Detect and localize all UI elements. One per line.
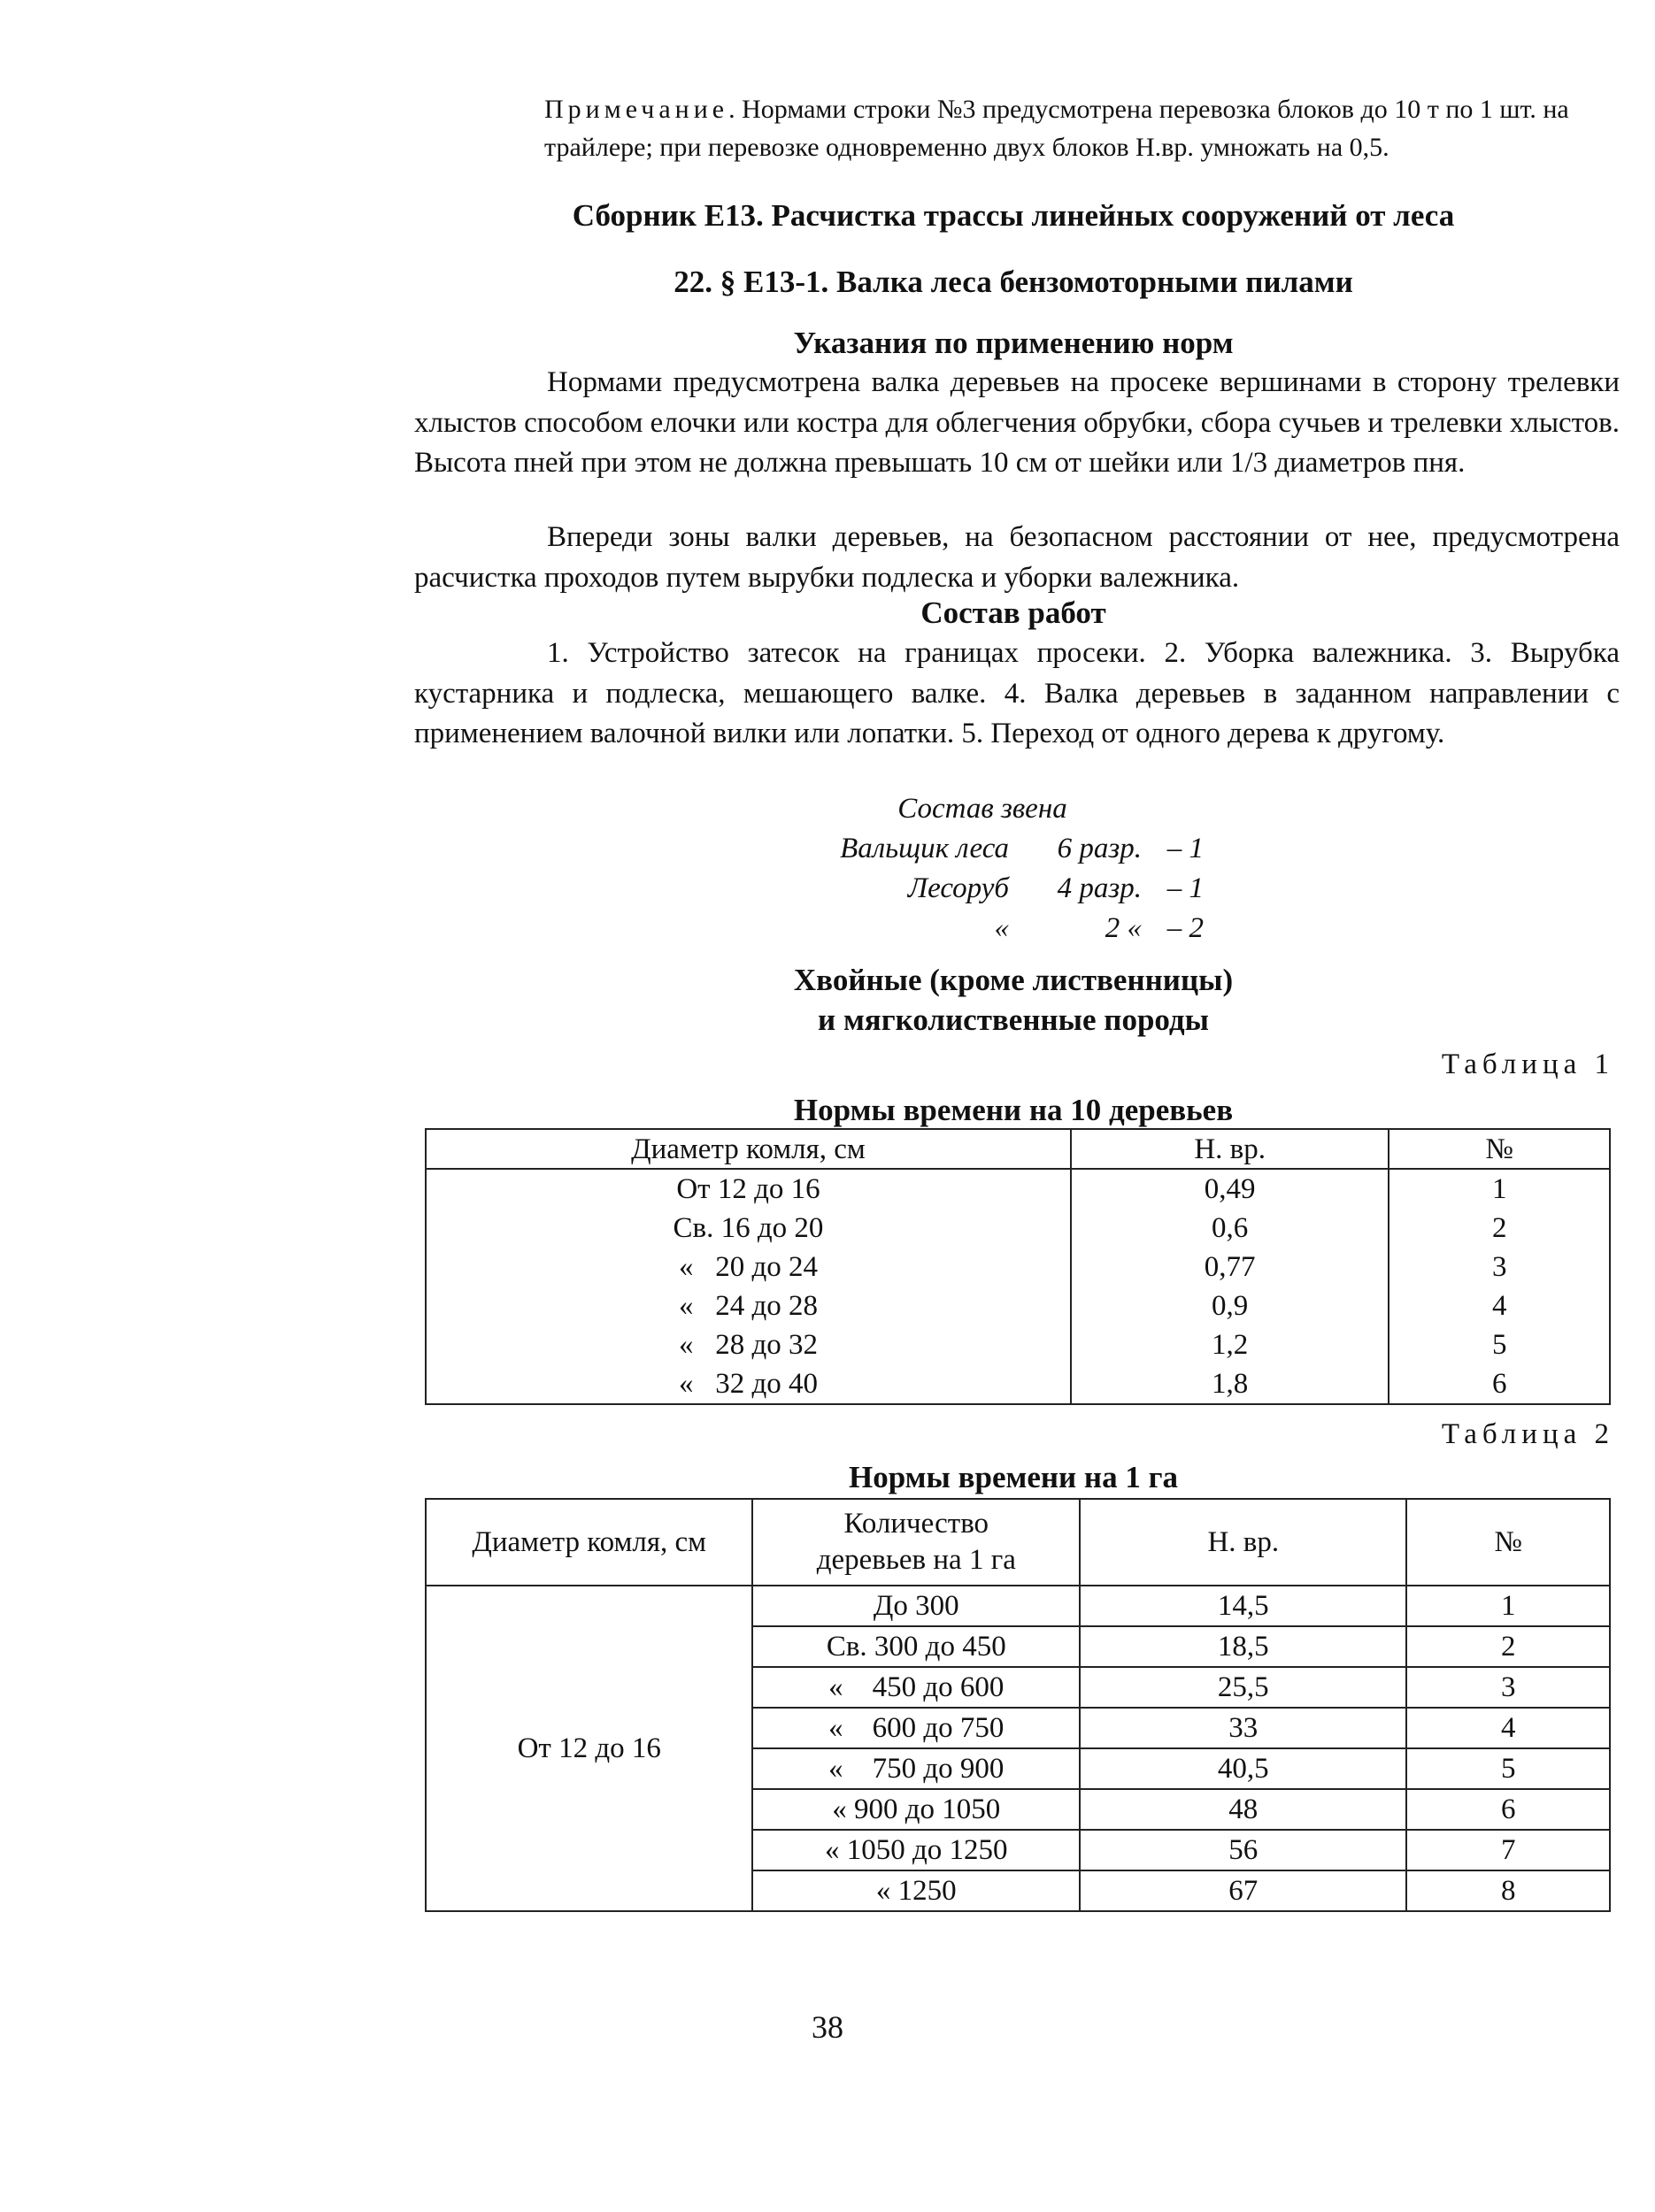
crew-grade: 6 разр. xyxy=(1057,833,1142,864)
norm-cell: 0,49 xyxy=(1071,1169,1389,1209)
crew-composition xyxy=(797,789,1345,949)
crew-count: – 2 xyxy=(1166,912,1204,944)
note xyxy=(544,90,1615,166)
diameter-cell: « 28 до 32 xyxy=(426,1325,1071,1364)
collection-title: Сборник Е13. Расчистка трассы линейных сооружений от леса xyxy=(572,198,1455,233)
quantity-cell: « 1250 xyxy=(752,1870,1080,1911)
crew-name: Лесоруб xyxy=(907,872,1009,904)
crew-row xyxy=(797,829,1345,869)
paragraph-3 xyxy=(414,634,1620,755)
norm-cell: 56 xyxy=(1080,1830,1406,1870)
species-heading-line2: и мягколиственные породы xyxy=(818,1002,1209,1037)
quantity-cell: До 300 xyxy=(752,1586,1080,1626)
works-heading: Состав работ xyxy=(920,595,1106,630)
note-text: . Нормами строки №3 предусмотрена перевозка блоков до 10 т по 1 шт. на трайлере; при перевозке одновременно двух блоков Н.вр. умножать на 0,5. xyxy=(544,95,1569,162)
column-header: Н. вр. xyxy=(1080,1499,1406,1586)
number-cell: 2 xyxy=(1406,1626,1610,1667)
diameter-cell: От 12 до 16 xyxy=(426,1169,1071,1209)
quantity-cell: « 600 до 750 xyxy=(752,1708,1080,1748)
crew-name: Вальщик леса xyxy=(840,833,1009,864)
paragraph-3-text: 1. Устройство затесок на границах просеки. 2. Уборка валежника. 3. Вырубка кустарника и подлеска, мешающего валке. 4. Валка деревьев в заданном направлении с применением валочной вилки или лопатки. 5. Переход от одного дерева к другому. xyxy=(414,637,1620,749)
number-cell: 3 xyxy=(1406,1667,1610,1708)
number-cell: 2 xyxy=(1389,1209,1610,1248)
table-header-row xyxy=(426,1499,1610,1586)
column-header: Диаметр комля, см xyxy=(426,1129,1071,1169)
crew-count: – 1 xyxy=(1166,872,1204,904)
norm-cell: 33 xyxy=(1080,1708,1406,1748)
crew-title: Состав звена xyxy=(897,793,1067,825)
norm-cell: 18,5 xyxy=(1080,1626,1406,1667)
number-cell: 1 xyxy=(1389,1169,1610,1209)
norm-cell: 48 xyxy=(1080,1789,1406,1830)
paragraph-1 xyxy=(414,363,1620,484)
crew-row xyxy=(797,869,1345,909)
number-cell: 1 xyxy=(1406,1586,1610,1626)
quantity-cell: « 1050 до 1250 xyxy=(752,1830,1080,1870)
crew-grade: 2 « xyxy=(1105,912,1142,944)
number-cell: 5 xyxy=(1406,1748,1610,1789)
paragraph-2-text: Впереди зоны валки деревьев, на безопасном расстоянии от нее, предусмотрена расчистка проходов путем вырубки подлеска и уборки валежника. xyxy=(414,521,1620,594)
diameter-cell: « 32 до 40 xyxy=(426,1364,1071,1404)
column-header: Диаметр комля, см xyxy=(426,1499,752,1586)
instructions-heading: Указания по применению норм xyxy=(793,326,1234,360)
crew-row xyxy=(797,909,1345,949)
quantity-cell: « 750 до 900 xyxy=(752,1748,1080,1789)
number-cell: 5 xyxy=(1389,1325,1610,1364)
quantity-cell: « 900 до 1050 xyxy=(752,1789,1080,1830)
number-cell: 7 xyxy=(1406,1830,1610,1870)
crew-name: « xyxy=(994,912,1009,944)
species-heading xyxy=(416,960,1611,1040)
norm-cell: 0,9 xyxy=(1071,1286,1389,1325)
paragraph-1-text: Нормами предусмотрена валка деревьев на просеке вершинами в сторону трелевки хлыстов способом елочки или костра для облегчения обрубки, сбора сучьев и трелевки хлыстов. Высота пней при этом не должна превышать 10 см от шейки или 1/3 диаметров пня. xyxy=(414,366,1620,479)
crew-grade: 4 разр. xyxy=(1057,872,1142,904)
table2 xyxy=(425,1498,1611,1912)
number-cell: 6 xyxy=(1389,1364,1610,1404)
table1-label: Таблица 1 xyxy=(1441,1048,1614,1080)
norm-cell: 0,77 xyxy=(1071,1248,1389,1286)
table2-title: Нормы времени на 1 га xyxy=(849,1460,1178,1494)
paragraph-2 xyxy=(414,518,1620,598)
table-row xyxy=(426,1209,1610,1248)
norm-cell: 0,6 xyxy=(1071,1209,1389,1248)
table-row xyxy=(426,1586,1610,1626)
norm-cell: 1,8 xyxy=(1071,1364,1389,1404)
table-header-row xyxy=(426,1129,1610,1169)
quantity-cell: « 450 до 600 xyxy=(752,1667,1080,1708)
norm-cell: 1,2 xyxy=(1071,1325,1389,1364)
column-header: Количество деревьев на 1 га xyxy=(752,1499,1080,1586)
column-header: № xyxy=(1389,1129,1610,1169)
diameter-cell: « 20 до 24 xyxy=(426,1248,1071,1286)
norm-cell: 40,5 xyxy=(1080,1748,1406,1789)
number-cell: 4 xyxy=(1389,1286,1610,1325)
table2-label: Таблица 2 xyxy=(1441,1418,1614,1450)
diameter-cell: От 12 до 16 xyxy=(426,1586,752,1911)
number-cell: 8 xyxy=(1406,1870,1610,1911)
quantity-cell: Св. 300 до 450 xyxy=(752,1626,1080,1667)
table-row xyxy=(426,1248,1610,1286)
number-cell: 3 xyxy=(1389,1248,1610,1286)
norm-cell: 25,5 xyxy=(1080,1667,1406,1708)
note-label: Примечание xyxy=(544,95,729,124)
section-title: 22. § Е13-1. Валка леса бензомоторными пилами xyxy=(674,265,1353,299)
page-number: 38 xyxy=(812,2009,843,2045)
column-header: Н. вр. xyxy=(1071,1129,1389,1169)
table1 xyxy=(425,1128,1611,1405)
diameter-cell: « 24 до 28 xyxy=(426,1286,1071,1325)
table-row xyxy=(426,1169,1610,1209)
crew-count: – 1 xyxy=(1166,833,1204,864)
norm-cell: 67 xyxy=(1080,1870,1406,1911)
diameter-cell: Св. 16 до 20 xyxy=(426,1209,1071,1248)
table-row xyxy=(426,1286,1610,1325)
number-cell: 6 xyxy=(1406,1789,1610,1830)
species-heading-line1: Хвойные (кроме лиственницы) xyxy=(793,963,1234,997)
number-cell: 4 xyxy=(1406,1708,1610,1748)
norm-cell: 14,5 xyxy=(1080,1586,1406,1626)
table1-title: Нормы времени на 10 деревьев xyxy=(793,1093,1234,1127)
column-header: № xyxy=(1406,1499,1610,1586)
table-row xyxy=(426,1325,1610,1364)
table-row xyxy=(426,1364,1610,1404)
